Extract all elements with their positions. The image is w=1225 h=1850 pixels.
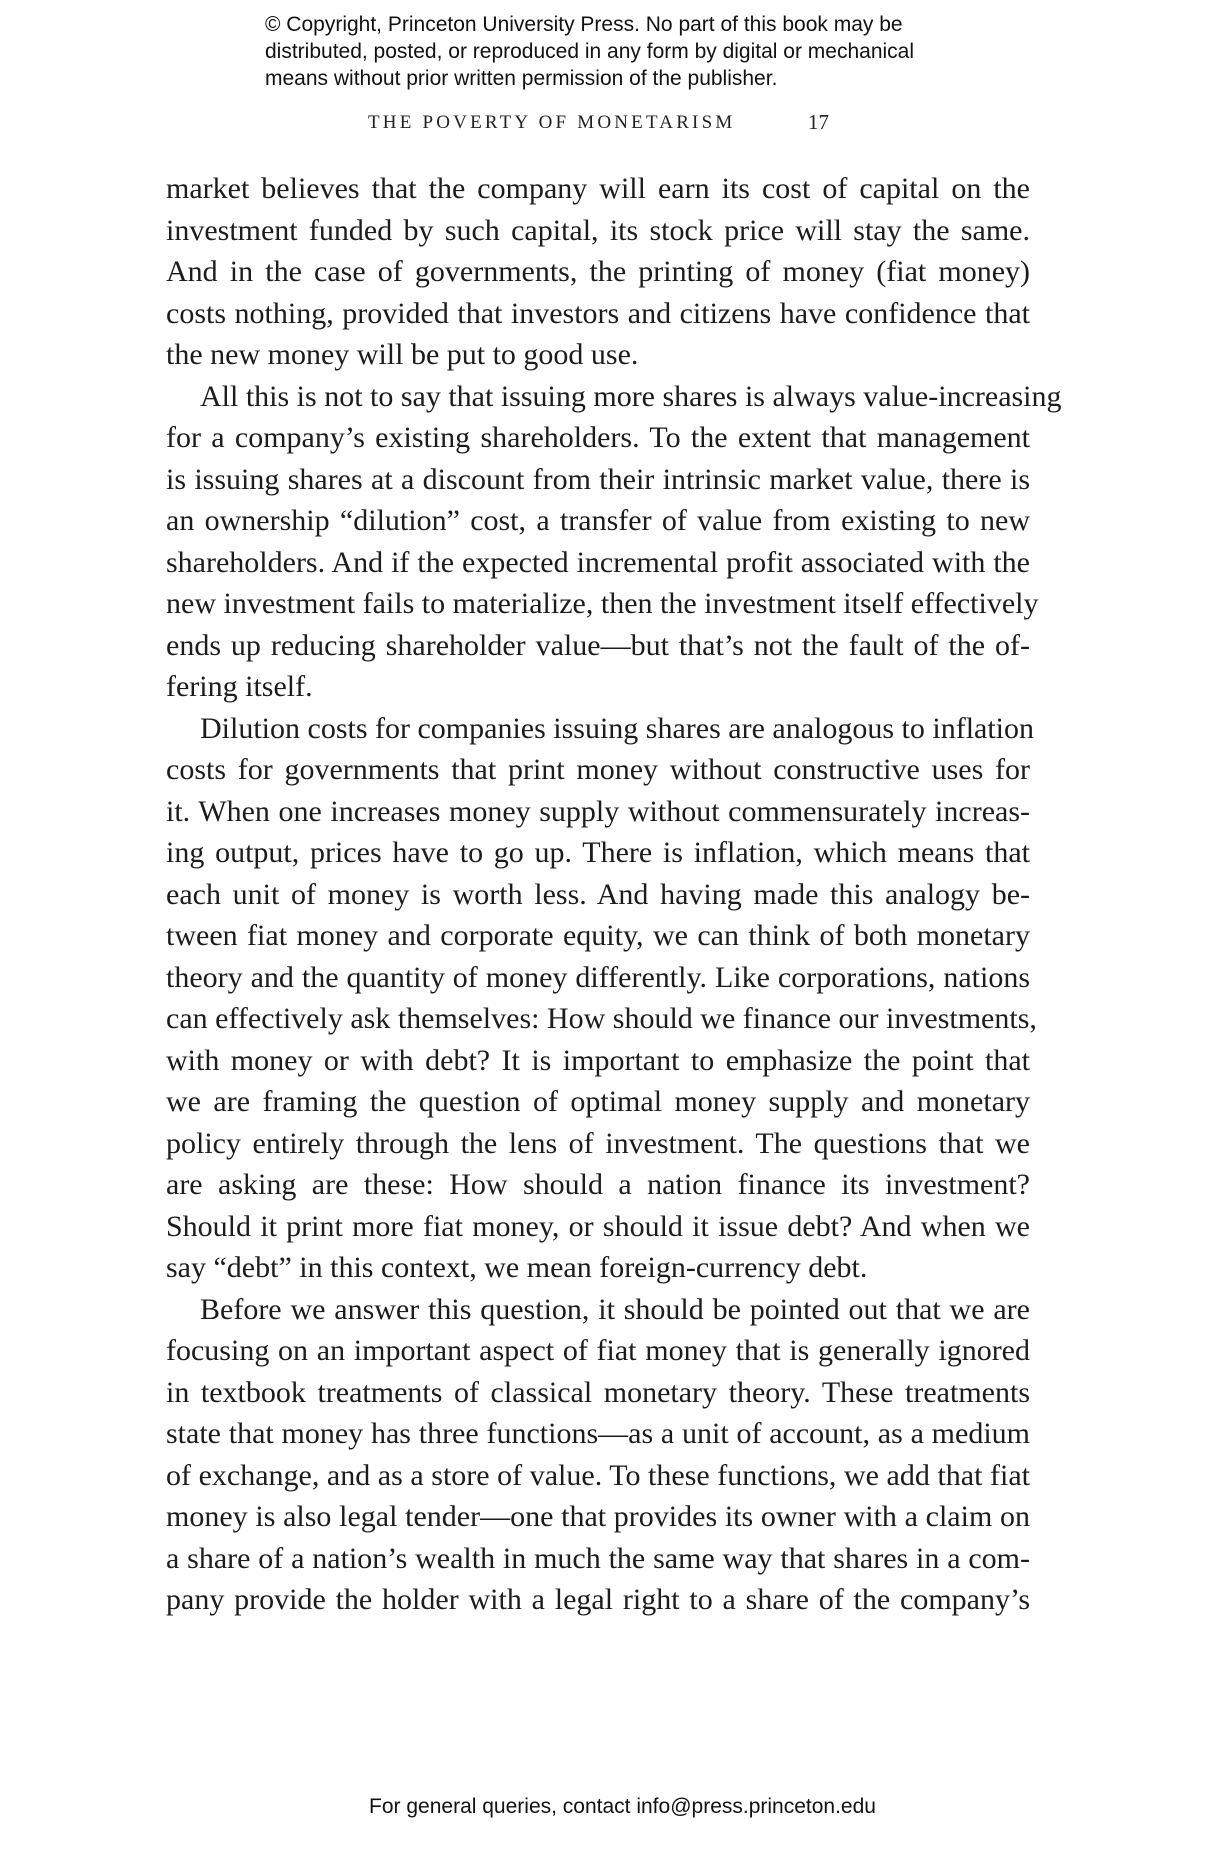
text-line: focusing on an important aspect of fiat money that is generally ignored xyxy=(166,1334,1030,1367)
text-line: policy entirely through the lens of investment. The questions that we xyxy=(166,1126,1030,1160)
text-line: an ownership “dilution” cost, a transfer of value from existing to new xyxy=(166,504,1030,537)
text-line: state that money has three functions—as a unit of account, as a medium xyxy=(166,1417,1030,1450)
text-line: the new money will be put to good use. xyxy=(166,338,639,371)
text-line: in textbook treatments of classical monetary theory. These treatments xyxy=(166,1375,1030,1409)
text-line: is issuing shares at a discount from their intrinsic market value, there is xyxy=(166,462,1030,496)
text-line: we are framing the question of optimal money supply and monetary xyxy=(166,1085,1030,1118)
text-line: are asking are these: How should a nation finance its investment? xyxy=(166,1168,1030,1201)
text-line: ing output, prices have to go up. There is inflation, which means that xyxy=(166,836,1030,869)
text-line: Should it print more fiat money, or should it issue debt? And when we xyxy=(166,1209,1030,1243)
text-line: of exchange, and as a store of value. To these functions, we add that fiat xyxy=(166,1458,1030,1492)
text-line: pany provide the holder with a legal right to a share of the company’s xyxy=(166,1583,1030,1616)
text-line: tween fiat money and corporate equity, we can think of both monetary xyxy=(166,919,1030,952)
page-number: 17 xyxy=(808,110,829,134)
text-line: money is also legal tender—one that provides its owner with a claim on xyxy=(166,1500,1030,1533)
copyright-notice xyxy=(265,11,1025,92)
text-line: can effectively ask themselves: How should we finance our investments, xyxy=(166,1002,1037,1035)
text-line: market believes that the company will earn its cost of capital on the xyxy=(166,172,1030,205)
text-line: each unit of money is worth less. And having made this analogy be- xyxy=(166,877,1030,911)
copyright-line: distributed, posted, or reproduced in any form by digital or mechanical xyxy=(265,40,915,63)
text-line: Dilution costs for companies issuing shares are analogous to inflation xyxy=(200,711,1035,745)
running-head: THE POVERTY OF MONETARISM xyxy=(368,112,736,133)
text-line: And in the case of governments, the printing of money (fiat money) xyxy=(166,255,1030,288)
copyright-line: means without prior written permission of the publisher. xyxy=(265,67,778,90)
text-line: All this is not to say that issuing more shares is always value-increasing xyxy=(200,379,1062,413)
text-line: new investment fails to materialize, then the investment itself effectively xyxy=(166,587,1039,620)
text-line: theory and the quantity of money differently. Like corporations, nations xyxy=(166,960,1030,994)
text-line: investment funded by such capital, its stock price will stay the same. xyxy=(166,213,1030,247)
contact-footer: For general queries, contact info@press.princeton.edu xyxy=(369,1795,876,1818)
copyright-line: © Copyright, Princeton University Press. No part of this book may be xyxy=(265,13,903,36)
text-line: fering itself. xyxy=(166,670,313,703)
text-line: costs for governments that print money without constructive uses for xyxy=(166,753,1030,786)
text-line: ends up reducing shareholder value—but that’s not the fault of the of- xyxy=(166,628,1030,662)
text-line: shareholders. And if the expected incremental profit associated with the xyxy=(166,545,1030,579)
text-line: for a company’s existing shareholders. To the extent that management xyxy=(166,421,1030,454)
text-line: a share of a nation’s wealth in much the same way that shares in a com- xyxy=(166,1541,1030,1575)
text-line: with money or with debt? It is important to emphasize the point that xyxy=(166,1043,1030,1077)
body-text xyxy=(166,168,1062,1621)
text-line: it. When one increases money supply without commensurately increas- xyxy=(166,794,1030,828)
text-line: say “debt” in this context, we mean foreign-currency debt. xyxy=(166,1251,868,1284)
text-line: Before we answer this question, it should be pointed out that we are xyxy=(200,1292,1030,1326)
text-line: costs nothing, provided that investors and citizens have confidence that xyxy=(166,296,1030,330)
